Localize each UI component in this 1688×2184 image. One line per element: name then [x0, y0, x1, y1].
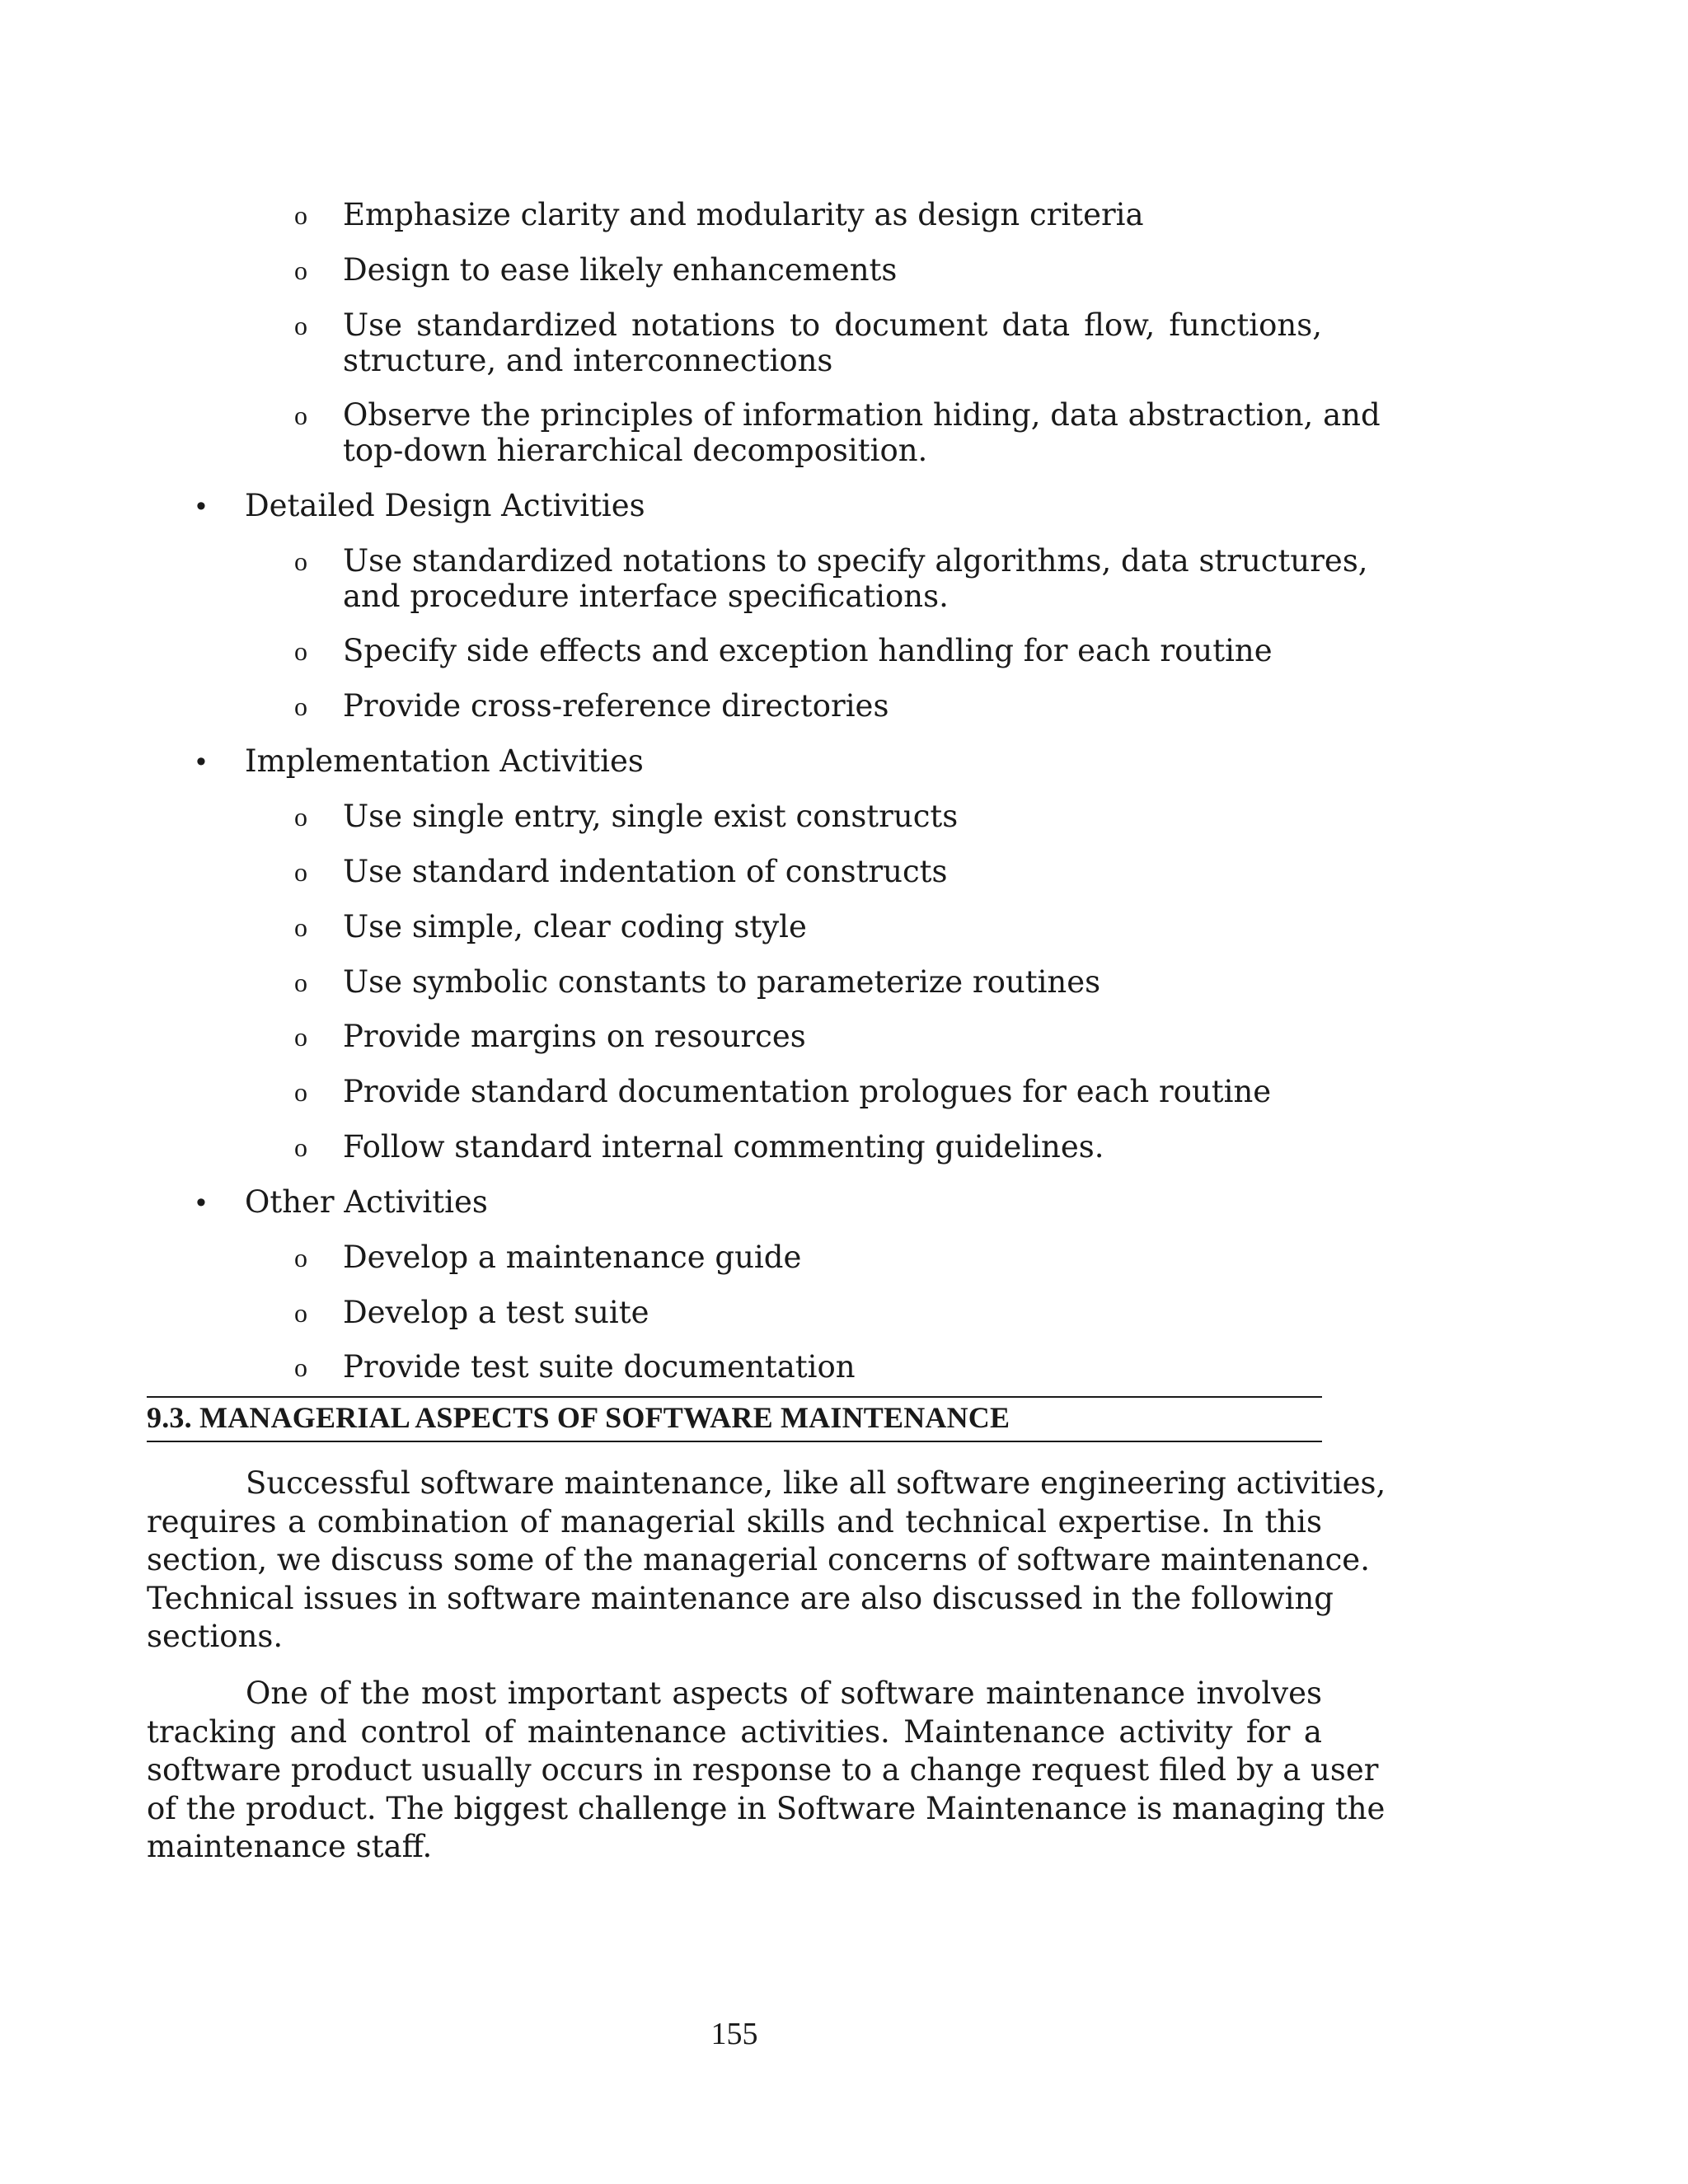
paragraph-line: One of the most important aspects of software maintenance involves	[246, 1675, 1322, 1711]
list-item: Provide cross-reference directories	[343, 688, 889, 724]
sub-bullet-marker: o	[294, 200, 307, 230]
sub-bullet-marker: o	[294, 1298, 307, 1328]
paragraph-line: section, we discuss some of the managerial concerns of software maintenance.	[147, 1542, 1370, 1577]
list-item: Specify side effects and exception handling for each routine	[343, 633, 1273, 668]
sub-bullet-marker: o	[294, 546, 307, 576]
sub-bullet-marker: o	[294, 802, 307, 832]
list-item: Use symbolic constants to parameterize routines	[343, 964, 1101, 1000]
list-item: Follow standard internal commenting guidelines.	[343, 1129, 1104, 1165]
list-item: Use standard indentation of constructs	[343, 854, 948, 889]
list-item-continuation: structure, and interconnections	[343, 343, 833, 378]
paragraph-line: maintenance staff.	[147, 1829, 433, 1864]
paragraph-line: sections.	[147, 1619, 284, 1654]
paragraph-line: tracking and control of maintenance activities. Maintenance activity for a	[147, 1713, 1322, 1750]
list-item: Provide test suite documentation	[343, 1349, 856, 1385]
paragraph-line: software product usually occurs in response to a change request filed by a user	[147, 1752, 1379, 1788]
paragraph-1	[147, 1465, 1386, 1657]
bullet-marker: •	[196, 746, 206, 777]
sub-bullet-marker: o	[294, 1077, 307, 1107]
heading-bottom-rule	[147, 1441, 1322, 1442]
list-item-continuation: and procedure interface specifications.	[343, 579, 949, 614]
sub-bullet-marker: o	[294, 1243, 307, 1272]
paragraph-line: Technical issues in software maintenance are also discussed in the following	[147, 1580, 1334, 1616]
bullet-marker: •	[196, 1187, 206, 1218]
sub-bullet-marker: o	[294, 912, 307, 942]
sub-bullet-marker: o	[294, 636, 307, 666]
sub-bullet-marker: o	[294, 857, 307, 887]
heading-top-rule	[147, 1396, 1322, 1398]
sub-bullet-marker: o	[294, 691, 307, 721]
page-number: 155	[710, 2017, 758, 2051]
paragraph-2	[147, 1675, 1386, 1867]
bullet-marker: •	[196, 490, 206, 522]
paragraph-line: of the product. The biggest challenge in Software Maintenance is managing the	[147, 1790, 1386, 1826]
list-item: Observe the principles of information hiding, data abstraction, and	[343, 397, 1381, 433]
list-item: Use standardized notations to document data flow, functions,	[343, 307, 1322, 343]
sub-bullet-marker: o	[294, 1352, 307, 1382]
list-item: Provide margins on resources	[343, 1019, 806, 1054]
list-item-continuation: top-down hierarchical decomposition.	[343, 433, 928, 468]
sub-bullet-marker: o	[294, 311, 307, 340]
sub-bullet-marker: o	[294, 401, 307, 430]
list-item: Emphasize clarity and modularity as design criteria	[343, 197, 1144, 232]
section-heading: 9.3. MANAGERIAL ASPECTS OF SOFTWARE MAINTENANCE	[147, 1401, 1010, 1434]
list-heading-detailed-design: Detailed Design Activities	[245, 488, 645, 523]
paragraph-line: Successful software maintenance, like all software engineering activities,	[246, 1465, 1386, 1501]
sub-bullet-marker: o	[294, 1022, 307, 1052]
list-item: Use single entry, single exist constructs	[343, 799, 959, 834]
paragraph-line: requires a combination of managerial skills and technical expertise. In this	[147, 1503, 1322, 1540]
sub-bullet-marker: o	[294, 968, 307, 997]
list-item: Use simple, clear coding style	[343, 909, 807, 944]
list-item: Provide standard documentation prologues for each routine	[343, 1074, 1272, 1109]
list-item: Develop a maintenance guide	[343, 1240, 802, 1275]
list-item: Use standardized notations to specify algorithms, data structures,	[343, 543, 1368, 579]
list-item: Develop a test suite	[343, 1295, 649, 1330]
list-heading-other: Other Activities	[245, 1184, 488, 1220]
sub-bullet-marker: o	[294, 1132, 307, 1162]
list-heading-implementation: Implementation Activities	[245, 743, 644, 779]
list-item: Design to ease likely enhancements	[343, 252, 898, 288]
sub-bullet-marker: o	[294, 255, 307, 285]
